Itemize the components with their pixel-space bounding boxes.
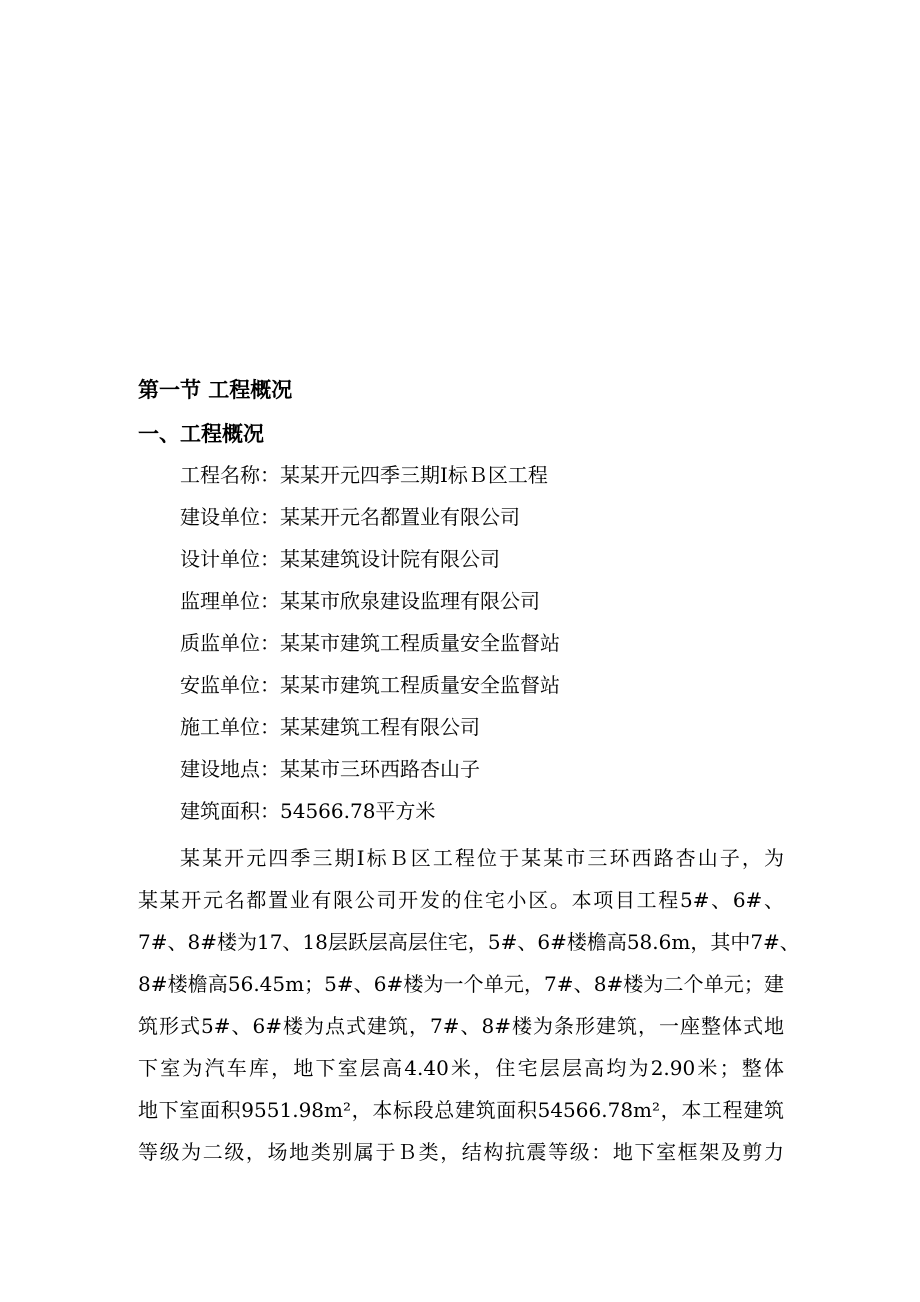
section-title: 第一节 工程概况 — [138, 378, 293, 402]
info-value: 某某市欣泉建设监理有限公司 — [280, 589, 540, 613]
info-value: 某某建筑工程有限公司 — [280, 715, 480, 739]
info-label: 建筑面积： — [180, 799, 280, 823]
info-label: 安监单位： — [180, 673, 280, 697]
paragraph-line: 等级为二级，场地类别属于Ｂ类，结构抗震等级：地下室框架及剪力 — [138, 1140, 784, 1164]
info-item-safety-inspection — [180, 669, 820, 711]
project-info-list — [180, 459, 820, 837]
overview-paragraph — [138, 837, 800, 1173]
info-value: 某某市建筑工程质量安全监督站 — [280, 631, 560, 655]
info-item-floor-area — [180, 795, 820, 837]
info-label: 施工单位： — [180, 715, 280, 739]
info-item-quality-inspection — [180, 627, 820, 669]
info-value: 某某建筑设计院有限公司 — [280, 547, 500, 571]
info-value: 54566.78平方米 — [280, 799, 436, 823]
paragraph-line: 8#楼檐高56.45m；5#、6#楼为一个单元，7#、8#楼为二个单元；建 — [138, 972, 784, 996]
info-item-location — [180, 753, 820, 795]
paragraph-line: 7#、8#楼为17、18层跃层高层住宅，5#、6#楼檐高58.6m，其中7#、 — [138, 930, 800, 954]
subsection-title: 一、工程概况 — [138, 422, 264, 446]
info-label: 建设地点： — [180, 757, 280, 781]
info-item-developer — [180, 501, 820, 543]
info-item-contractor — [180, 711, 820, 753]
info-item-supervisor — [180, 585, 820, 627]
info-item-designer — [180, 543, 820, 585]
info-label: 质监单位： — [180, 631, 280, 655]
info-label: 建设单位： — [180, 505, 280, 529]
info-label: 设计单位： — [180, 547, 280, 571]
paragraph-line: 某某开元名都置业有限公司开发的住宅小区。本项目工程5#、6#、 — [138, 888, 784, 912]
info-label: 监理单位： — [180, 589, 280, 613]
info-item-project-name — [180, 459, 820, 501]
info-label: 工程名称： — [180, 463, 280, 487]
info-value: 某某开元四季三期Ⅰ标Ｂ区工程 — [280, 463, 548, 487]
paragraph-line: 某某开元四季三期Ⅰ标Ｂ区工程位于某某市三环西路杏山子，为 — [180, 846, 784, 870]
info-value: 某某市建筑工程质量安全监督站 — [280, 673, 560, 697]
info-value: 某某市三环西路杏山子 — [280, 757, 480, 781]
paragraph-line: 下室为汽车库，地下室层高4.40米，住宅层层高均为2.90米；整体 — [138, 1056, 784, 1080]
info-value: 某某开元名都置业有限公司 — [280, 505, 520, 529]
paragraph-line: 地下室面积9551.98m²，本标段总建筑面积54566.78m²，本工程建筑 — [138, 1098, 784, 1122]
paragraph-line: 筑形式5#、6#楼为点式建筑，7#、8#楼为条形建筑，一座整体式地 — [138, 1014, 784, 1038]
